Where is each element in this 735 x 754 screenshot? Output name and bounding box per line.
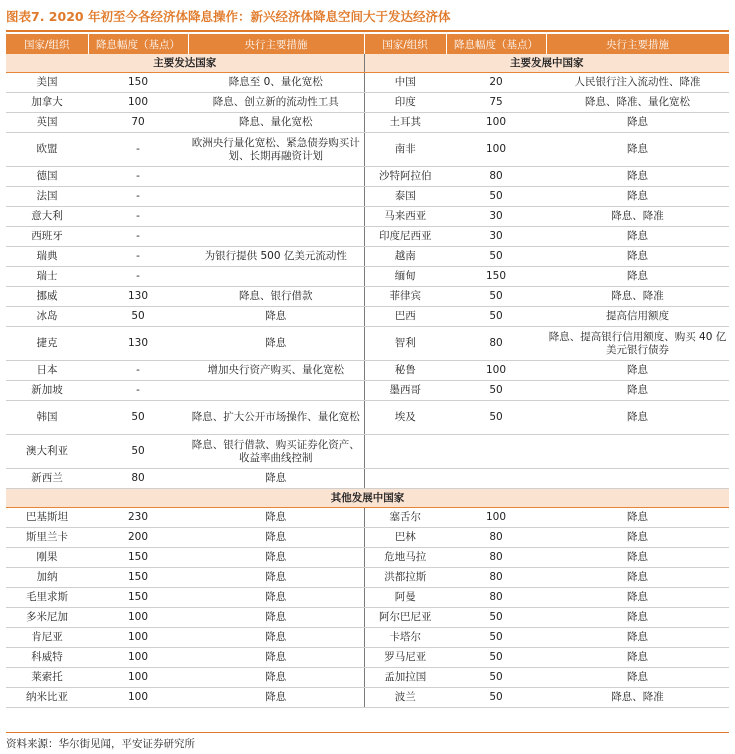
table-row — [6, 113, 729, 133]
cell-measure-left — [188, 207, 364, 227]
cell-measure-right: 降息 — [546, 133, 729, 167]
table-row — [6, 688, 729, 708]
cell-cut-right: 50 — [446, 187, 546, 207]
cell-measure-right: 降息 — [546, 167, 729, 187]
cell-country-left: 西班牙 — [6, 227, 88, 247]
cell-measure-right: 降息 — [546, 628, 729, 648]
table-row — [6, 568, 729, 588]
cell-country-left: 巴基斯坦 — [6, 508, 88, 528]
rate-cut-table-container — [6, 34, 729, 708]
cell-measure-right: 降息、降准 — [546, 207, 729, 227]
cell-measure-right: 降息 — [546, 528, 729, 548]
table-row — [6, 207, 729, 227]
cell-measure-right: 降息 — [546, 668, 729, 688]
table-row — [6, 508, 729, 528]
cell-country-left: 意大利 — [6, 207, 88, 227]
cell-country-left: 多米尼加 — [6, 608, 88, 628]
cell-country-left: 澳大利亚 — [6, 435, 88, 469]
cell-measure-right — [546, 469, 729, 489]
header-row — [6, 34, 729, 54]
cell-cut-right: 50 — [446, 247, 546, 267]
table-row — [6, 381, 729, 401]
cell-measure-right: 降息 — [546, 568, 729, 588]
header-country: 国家/组织 — [364, 34, 446, 54]
cell-cut-left: - — [88, 187, 188, 207]
cell-cut-right: 80 — [446, 588, 546, 608]
cell-cut-right: 50 — [446, 688, 546, 708]
cell-measure-left: 降息 — [188, 648, 364, 668]
cell-cut-left: - — [88, 167, 188, 187]
table-row — [6, 361, 729, 381]
cell-country-right: 埃及 — [364, 401, 446, 435]
cell-measure-right: 降息 — [546, 267, 729, 287]
cell-measure-left: 降息 — [188, 588, 364, 608]
section-other: 其他发展中国家 — [6, 489, 729, 508]
section-developed: 主要发达国家 — [6, 54, 364, 73]
cell-cut-right: 100 — [446, 508, 546, 528]
cell-measure-right: 降息 — [546, 401, 729, 435]
cell-cut-right: 50 — [446, 307, 546, 327]
cell-country-right: 阿尔巴尼亚 — [364, 608, 446, 628]
cell-country-left: 纳米比亚 — [6, 688, 88, 708]
cell-measure-right: 降息 — [546, 381, 729, 401]
cell-measure-right: 降息、降准 — [546, 287, 729, 307]
cell-country-left: 法国 — [6, 187, 88, 207]
cell-cut-left: 50 — [88, 307, 188, 327]
cell-cut-left: - — [88, 227, 188, 247]
cell-country-left: 德国 — [6, 167, 88, 187]
cell-cut-left: 150 — [88, 568, 188, 588]
cell-country-left: 新西兰 — [6, 469, 88, 489]
cell-country-right — [364, 435, 446, 469]
cell-measure-left — [188, 267, 364, 287]
table-row — [6, 167, 729, 187]
cell-measure-left: 降息 — [188, 508, 364, 528]
cell-measure-left: 降息至 0、量化宽松 — [188, 73, 364, 93]
cell-cut-right: 30 — [446, 227, 546, 247]
cell-cut-right: 100 — [446, 361, 546, 381]
cell-cut-left: 130 — [88, 287, 188, 307]
header-country: 国家/组织 — [6, 34, 88, 54]
table-row — [6, 93, 729, 113]
table-row — [6, 307, 729, 327]
cell-measure-right: 降息 — [546, 361, 729, 381]
cell-cut-right: 80 — [446, 167, 546, 187]
cell-measure-left: 降息 — [188, 668, 364, 688]
cell-measure-right: 降息、降准、量化宽松 — [546, 93, 729, 113]
cell-cut-left: 100 — [88, 608, 188, 628]
cell-measure-left: 降息 — [188, 528, 364, 548]
cell-cut-right: 100 — [446, 113, 546, 133]
cell-country-right: 缅甸 — [364, 267, 446, 287]
cell-cut-left: - — [88, 133, 188, 167]
cell-measure-left: 降息、量化宽松 — [188, 113, 364, 133]
cell-cut-right: 80 — [446, 568, 546, 588]
cell-measure-right: 降息 — [546, 648, 729, 668]
cell-measure-left: 降息 — [188, 469, 364, 489]
cell-cut-right: 50 — [446, 668, 546, 688]
figure-title: 图表7. 2020 年初至今各经济体降息操作：新兴经济体降息空间大于发达经济体 — [6, 9, 451, 24]
cell-measure-right: 降息 — [546, 608, 729, 628]
cell-country-left: 刚果 — [6, 548, 88, 568]
cell-cut-right: 75 — [446, 93, 546, 113]
table-row — [6, 187, 729, 207]
cell-country-left: 新加坡 — [6, 381, 88, 401]
cell-measure-left: 欧洲央行量化宽松、紧急债券购买计划、长期再融资计划 — [188, 133, 364, 167]
table-row — [6, 327, 729, 361]
cell-country-right: 秘鲁 — [364, 361, 446, 381]
table-row — [6, 528, 729, 548]
cell-measure-left — [188, 167, 364, 187]
cell-measure-left: 降息 — [188, 307, 364, 327]
cell-country-right: 印度 — [364, 93, 446, 113]
cell-country-left: 冰岛 — [6, 307, 88, 327]
cell-country-left: 挪威 — [6, 287, 88, 307]
table-row — [6, 435, 729, 469]
table-body — [6, 54, 729, 708]
cell-cut-right: 80 — [446, 528, 546, 548]
cell-country-right: 危地马拉 — [364, 548, 446, 568]
cell-measure-left: 降息、银行借款、购买证券化资产、收益率曲线控制 — [188, 435, 364, 469]
table-row — [6, 247, 729, 267]
cell-cut-right: 30 — [446, 207, 546, 227]
cell-country-left: 毛里求斯 — [6, 588, 88, 608]
cell-measure-left — [188, 227, 364, 247]
rate-cut-table — [6, 34, 730, 708]
cell-cut-left: - — [88, 361, 188, 381]
cell-cut-left: - — [88, 381, 188, 401]
header-measures: 央行主要措施 — [188, 34, 364, 54]
cell-country-right: 孟加拉国 — [364, 668, 446, 688]
cell-country-right: 南非 — [364, 133, 446, 167]
cell-measure-left: 降息 — [188, 327, 364, 361]
cell-cut-left: - — [88, 247, 188, 267]
cell-cut-left: 70 — [88, 113, 188, 133]
cell-measure-right: 降息 — [546, 548, 729, 568]
cell-country-right: 土耳其 — [364, 113, 446, 133]
table-row — [6, 267, 729, 287]
cell-measure-right: 降息、提高银行信用额度、购买 40 亿美元银行债券 — [546, 327, 729, 361]
cell-country-right: 卡塔尔 — [364, 628, 446, 648]
cell-cut-right: 150 — [446, 267, 546, 287]
table-row — [6, 469, 729, 489]
cell-measure-left: 降息 — [188, 688, 364, 708]
cell-cut-left: 80 — [88, 469, 188, 489]
cell-country-right: 印度尼西亚 — [364, 227, 446, 247]
cell-cut-right: 50 — [446, 401, 546, 435]
cell-cut-left: 150 — [88, 73, 188, 93]
table-row — [6, 628, 729, 648]
cell-country-right: 洪都拉斯 — [364, 568, 446, 588]
table-row — [6, 588, 729, 608]
cell-cut-right: 50 — [446, 287, 546, 307]
cell-country-left: 瑞典 — [6, 247, 88, 267]
cell-country-right: 墨西哥 — [364, 381, 446, 401]
cell-country-right: 越南 — [364, 247, 446, 267]
cell-country-left: 莱索托 — [6, 668, 88, 688]
cell-country-right: 波兰 — [364, 688, 446, 708]
cell-country-right: 塞舌尔 — [364, 508, 446, 528]
cell-measure-right: 提高信用额度 — [546, 307, 729, 327]
cell-country-left: 英国 — [6, 113, 88, 133]
cell-cut-left: 100 — [88, 648, 188, 668]
cell-measure-right — [546, 435, 729, 469]
cell-measure-left: 降息 — [188, 608, 364, 628]
cell-cut-left: - — [88, 267, 188, 287]
cell-country-left: 科威特 — [6, 648, 88, 668]
cell-country-left: 加纳 — [6, 568, 88, 588]
cell-country-right — [364, 469, 446, 489]
cell-country-left: 肯尼亚 — [6, 628, 88, 648]
table-row — [6, 227, 729, 247]
cell-measure-right: 降息 — [546, 227, 729, 247]
table-row — [6, 287, 729, 307]
table-row — [6, 548, 729, 568]
cell-measure-left: 降息 — [188, 568, 364, 588]
cell-measure-left — [188, 381, 364, 401]
cell-cut-left: 100 — [88, 668, 188, 688]
cell-country-right: 泰国 — [364, 187, 446, 207]
cell-cut-right: 20 — [446, 73, 546, 93]
table-row — [6, 608, 729, 628]
cell-country-left: 日本 — [6, 361, 88, 381]
table-row — [6, 73, 729, 93]
cell-measure-left: 增加央行资产购买、量化宽松 — [188, 361, 364, 381]
cell-measure-right: 降息 — [546, 588, 729, 608]
cell-cut-left: 50 — [88, 401, 188, 435]
cell-country-right: 智利 — [364, 327, 446, 361]
cell-cut-left: 100 — [88, 628, 188, 648]
cell-measure-left — [188, 187, 364, 207]
cell-country-right: 巴西 — [364, 307, 446, 327]
section-emerging: 主要发展中国家 — [364, 54, 729, 73]
cell-country-right: 沙特阿拉伯 — [364, 167, 446, 187]
bottom-rule — [6, 732, 729, 733]
cell-country-left: 加拿大 — [6, 93, 88, 113]
cell-cut-right: 100 — [446, 133, 546, 167]
cell-country-right: 菲律宾 — [364, 287, 446, 307]
cell-measure-right: 降息、降准 — [546, 688, 729, 708]
cell-measure-left: 为银行提供 500 亿美元流动性 — [188, 247, 364, 267]
cell-country-right: 巴林 — [364, 528, 446, 548]
table-row — [6, 133, 729, 167]
cell-cut-left: 150 — [88, 588, 188, 608]
cell-cut-left: 130 — [88, 327, 188, 361]
cell-country-left: 欧盟 — [6, 133, 88, 167]
cell-measure-left: 降息 — [188, 628, 364, 648]
cell-cut-left: 100 — [88, 93, 188, 113]
cell-country-right: 阿曼 — [364, 588, 446, 608]
cell-cut-left: 230 — [88, 508, 188, 528]
header-measures: 央行主要措施 — [546, 34, 729, 54]
cell-measure-left: 降息 — [188, 548, 364, 568]
cell-measure-right: 降息 — [546, 247, 729, 267]
cell-cut-left: 100 — [88, 688, 188, 708]
cell-country-right: 罗马尼亚 — [364, 648, 446, 668]
title-rule — [6, 30, 729, 32]
cell-cut-right: 80 — [446, 548, 546, 568]
cell-country-left: 瑞士 — [6, 267, 88, 287]
cell-country-left: 韩国 — [6, 401, 88, 435]
cell-cut-right: 50 — [446, 628, 546, 648]
cell-measure-left: 降息、扩大公开市场操作、量化宽松 — [188, 401, 364, 435]
table-row — [6, 401, 729, 435]
cell-measure-left: 降息、银行借款 — [188, 287, 364, 307]
cell-country-left: 美国 — [6, 73, 88, 93]
cell-cut-left: - — [88, 207, 188, 227]
cell-cut-right: 50 — [446, 381, 546, 401]
cell-cut-left: 150 — [88, 548, 188, 568]
cell-country-right: 中国 — [364, 73, 446, 93]
cell-measure-right: 降息 — [546, 113, 729, 133]
section-header-row — [6, 54, 729, 73]
cell-measure-right: 人民银行注入流动性、降准 — [546, 73, 729, 93]
cell-cut-right — [446, 469, 546, 489]
header-cut-bp: 降息幅度（基点） — [446, 34, 546, 54]
cell-measure-right: 降息 — [546, 508, 729, 528]
source-note: 资料来源：华尔街见闻，平安证券研究所 — [6, 738, 195, 750]
cell-cut-right — [446, 435, 546, 469]
cell-country-left: 捷克 — [6, 327, 88, 361]
cell-measure-left: 降息、创立新的流动性工具 — [188, 93, 364, 113]
header-cut-bp: 降息幅度（基点） — [88, 34, 188, 54]
table-row — [6, 648, 729, 668]
cell-cut-right: 50 — [446, 608, 546, 628]
cell-cut-left: 50 — [88, 435, 188, 469]
cell-country-right: 马来西亚 — [364, 207, 446, 227]
cell-measure-right: 降息 — [546, 187, 729, 207]
section-header-row — [6, 489, 729, 508]
cell-cut-right: 50 — [446, 648, 546, 668]
table-row — [6, 668, 729, 688]
cell-cut-left: 200 — [88, 528, 188, 548]
cell-country-left: 斯里兰卡 — [6, 528, 88, 548]
cell-cut-right: 80 — [446, 327, 546, 361]
